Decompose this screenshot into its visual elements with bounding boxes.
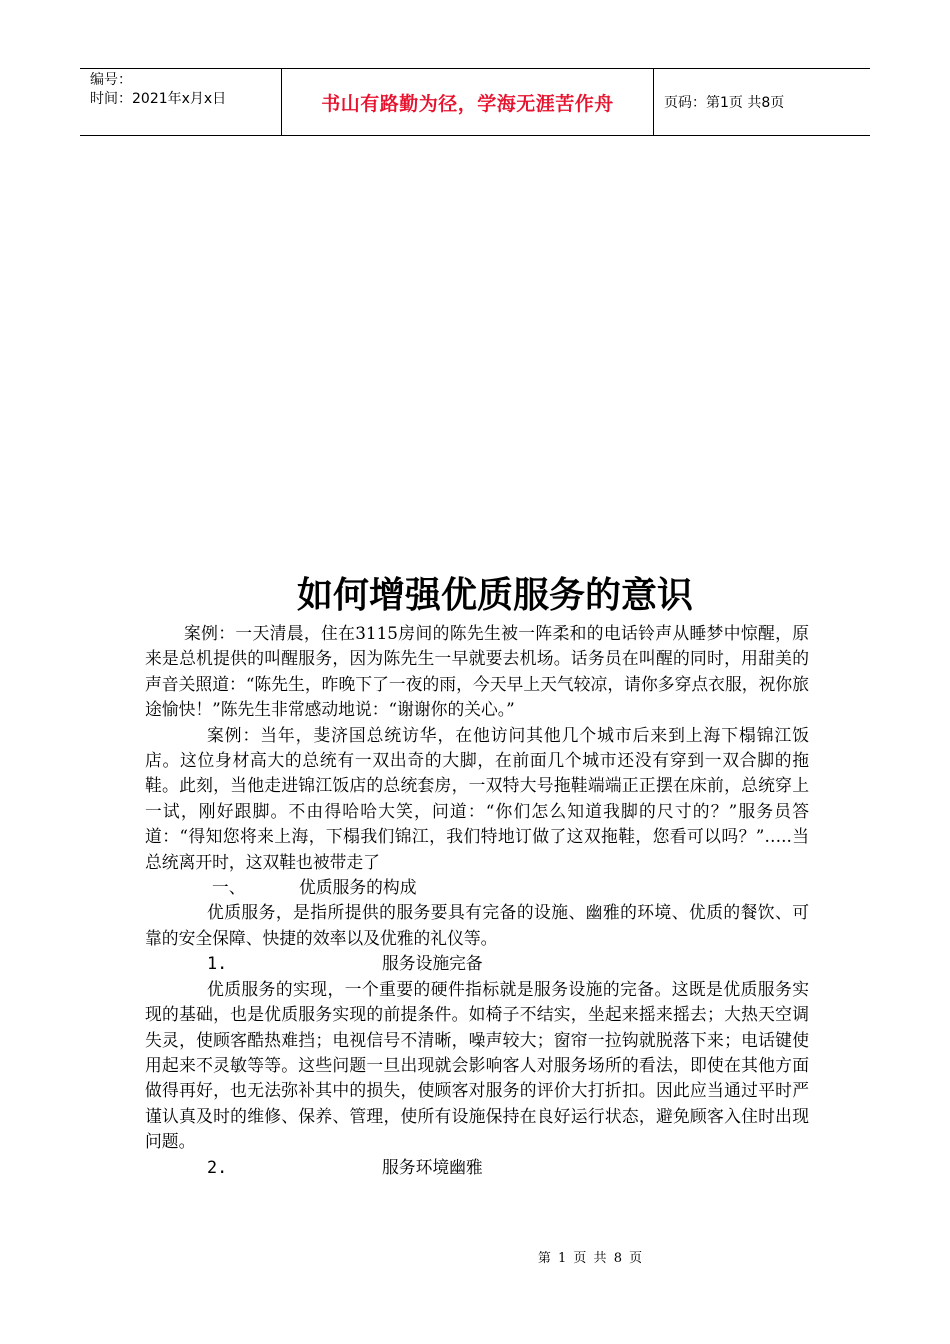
page-footer: 第 1 页 共 8 页 [537,1251,643,1266]
item-paragraph-1: 优质服务的实现，一个重要的硬件指标就是服务设施的完备。这既是优质服务实现的基础，也是优质服务实现的前提条件。如椅子不结实，坐起来摇来摇去；大热天空调失灵，使顾客酷热难挡；电视信号不清晰，噪声较大；窗帘一拉钩就脱落下来；电话键使用起来不灵敏等等。这些问题一旦出现就会影响客人对服务场所的看法，即使在其他方面做得再好，也无法弥补其中的损失，使顾客对服务的评价大打折扣。因此应当通过平时严谨认真及时的维修、保养、管理，使所有设施保持在良好运行状态，避免顾客入住时出现问题。 [145,978,809,1152]
header-page-cell [654,69,870,135]
section-heading-1 [145,875,809,900]
number-label: 编号： [90,72,132,88]
item-heading-1 [145,951,809,976]
motto-text: 书山有路勤为径，学海无涯苦作舟 [321,92,614,115]
section-paragraph-1: 优质服务，是指所提供的服务要具有完备的设施、幽雅的环境、优质的餐饮、可靠的安全保障、快捷的效率以及优雅的礼仪等。 [145,902,809,948]
case-paragraph-1: 案例：一天清晨，住在3115房间的陈先生被一阵柔和的电话铃声从睡梦中惊醒，原来是总机提供的叫醒服务，因为陈先生一早就要去机场。话务员在叫醒的同时，用甜美的声音关照道：“陈先生，昨晚下了一夜的雨，今天早上天气较凉，请你多穿点衣服，祝你旅途愉快！”陈先生非常感动地说：“谢谢你的关心。” [145,623,809,720]
page-info: 页码：第1页 共8页 [664,95,785,111]
time-label: 时间：2021年x月x日 [90,91,227,107]
item-title: 服务设施完备 [382,953,483,974]
document-title: 如何增强优质服务的意识 [296,575,693,616]
case-paragraph-2: 案例：当年，斐济国总统访华，在他访问其他几个城市后来到上海下榻锦江饭店。这位身材高大的总统有一双出奇的大脚，在前面几个城市还没有穿到一双合脚的拖鞋。此刻，当他走进锦江饭店的总统套房，一双特大号拖鞋端端正正摆在床前，总统穿上一试，刚好跟脚。不由得哈哈大笑，问道：“你们怎么知道我脚的尺寸的？”服务员答道：“得知您将来上海，下榻我们锦江，我们特地订做了这双拖鞋，您看可以吗？”…..当总统离开时，这双鞋也被带走了 [145,724,809,872]
page-header [80,68,870,136]
item-heading-2 [145,1155,809,1180]
item-number: 1. [207,953,228,974]
header-meta-cell [80,69,282,135]
document-body [145,621,809,1180]
header-motto-cell [282,69,654,135]
item-title: 服务环境幽雅 [382,1156,483,1177]
section-number: 一、 [212,877,246,898]
section-title: 优质服务的构成 [299,877,417,898]
item-number: 2. [207,1156,228,1177]
